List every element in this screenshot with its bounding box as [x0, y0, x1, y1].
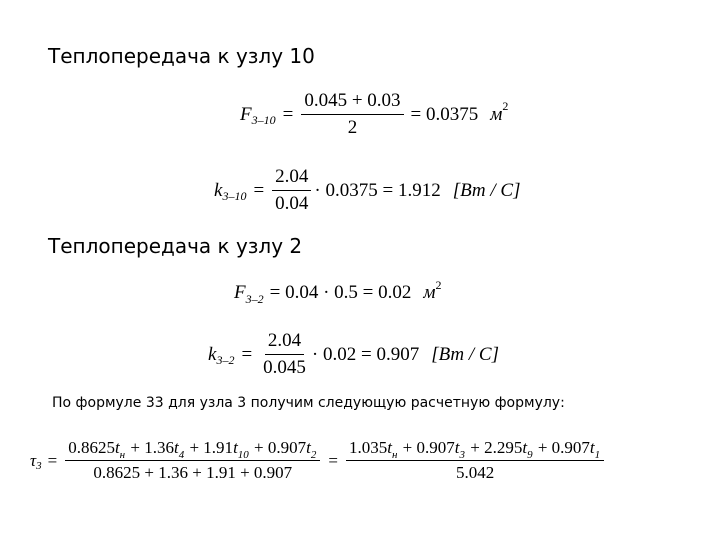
eq-symbol: τ	[30, 450, 37, 470]
eq-symbol: F	[240, 103, 252, 125]
eq-symbol: k	[214, 179, 223, 201]
eq-denominator: 0.04	[275, 193, 309, 214]
eq-coefficient: + 1.91	[185, 438, 234, 457]
eq-coefficient: + 0.907	[249, 438, 307, 457]
eq-subscript: 3–10	[251, 113, 276, 127]
eq-unit: [Вт / С]	[431, 343, 500, 365]
eq-rest: · 0.02 = 0.907	[311, 343, 420, 365]
eq-variable: t	[387, 438, 392, 457]
eq-symbol: F	[234, 282, 246, 303]
eq-variable-subscript: 2	[310, 449, 317, 461]
eq-unit-power: 2	[502, 99, 509, 113]
eq-variable: t	[173, 438, 179, 457]
eq-subscript: 3	[36, 459, 42, 472]
eq-denominator: 5.042	[455, 463, 495, 482]
eq-numerator	[65, 438, 320, 461]
equation-k-3-2	[208, 330, 499, 379]
eq-numerator: 2.04	[265, 330, 304, 355]
eq-expression: = 0.04 · 0.5 = 0.02	[269, 282, 412, 303]
equation-k-3-10	[214, 166, 521, 215]
eq-subscript: 3–2	[245, 291, 264, 306]
eq-variable: t	[114, 438, 120, 457]
equation-area-3-2	[234, 277, 442, 306]
eq-variable-subscript: н	[391, 449, 398, 461]
eq-variable: t	[306, 438, 311, 457]
eq-fraction	[272, 166, 311, 215]
eq-equals: =	[47, 450, 58, 470]
eq-fraction-1	[65, 438, 320, 483]
formula-note: По формуле 33 для узла 3 получим следующую расчетную формулу:	[52, 395, 565, 411]
eq-equals: =	[253, 179, 265, 201]
eq-variable-subscript: 10	[237, 449, 249, 461]
eq-variable-subscript: 4	[178, 449, 185, 461]
eq-variable: t	[233, 438, 238, 457]
eq-variable: t	[454, 438, 460, 457]
eq-denominator: 2	[347, 117, 358, 138]
heading-node-10: Теплопередача к узлу 10	[48, 44, 315, 68]
eq-variable-subscript: 1	[594, 449, 601, 461]
eq-rest: · 0.0375 = 1.912	[314, 179, 441, 201]
eq-result: = 0.0375	[410, 103, 479, 125]
eq-equals: =	[241, 343, 253, 365]
eq-coefficient: + 0.907	[398, 438, 455, 457]
eq-subscript: 3–10	[222, 189, 247, 203]
eq-coefficient: 1.035	[348, 438, 388, 457]
eq-equals: =	[282, 103, 294, 125]
eq-variable-subscript: 9	[527, 449, 533, 461]
eq-denominator: 0.8625 + 1.36 + 1.91 + 0.907	[93, 463, 293, 482]
eq-fraction-2	[346, 438, 604, 483]
eq-coefficient: + 0.907	[533, 438, 590, 457]
heading-node-2: Теплопередача к узлу 2	[48, 234, 303, 258]
eq-coefficient: + 1.36	[126, 438, 174, 457]
eq-unit: м	[490, 103, 503, 125]
equation-tau-3	[30, 438, 607, 483]
eq-coefficient: + 2.295	[466, 438, 523, 457]
equation-area-3-10	[240, 90, 508, 139]
eq-fraction	[301, 90, 403, 139]
eq-unit: [Вт / С]	[452, 179, 521, 201]
eq-variable: t	[589, 438, 595, 457]
eq-variable-subscript: 3	[459, 449, 465, 461]
eq-subscript: 3–2	[216, 353, 235, 367]
eq-unit: м	[423, 282, 436, 303]
eq-variable: t	[522, 438, 528, 457]
eq-numerator: 0.045 + 0.03	[301, 90, 403, 115]
eq-equals: =	[328, 450, 338, 470]
eq-numerator	[346, 438, 604, 461]
eq-symbol: k	[208, 343, 217, 365]
eq-coefficient: 0.8625	[68, 438, 115, 457]
eq-numerator: 2.04	[272, 166, 311, 191]
eq-unit-power: 2	[435, 277, 442, 292]
eq-fraction	[260, 330, 309, 379]
eq-variable-subscript: н	[119, 449, 126, 461]
eq-denominator: 0.045	[263, 357, 306, 378]
